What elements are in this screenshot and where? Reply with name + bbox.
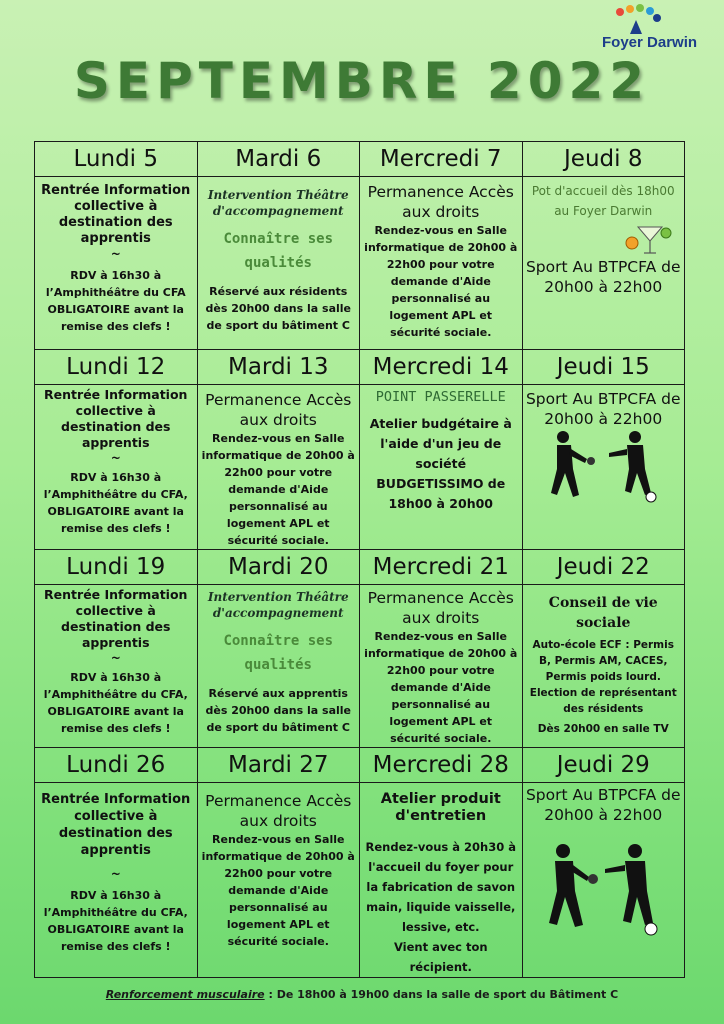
day-cell [360,585,523,748]
cocktail-icon [618,221,678,257]
day-header: Jeudi 29 [522,748,685,783]
event-detail: Rendez-vous en Salle informatique de 20h00 à 22h00 pour votre demande d'Aide personnalisé au logement APL et sécurité sociale. [364,224,518,339]
week-body-row [35,177,685,350]
week-header-row [35,550,685,585]
event-theme: Connaître ses qualités [223,231,334,271]
day-cell [522,783,685,978]
event-title: Permanence Accès aux droits [367,183,514,221]
logo-figure-icon [600,4,718,38]
event-title: Permanence Accès aux droits [205,391,352,429]
logo-text: Foyer Darwin [602,34,698,51]
event-detail: RDV à 16h30 à l’Amphithéâtre du CFA, OBLIGATOIRE avant la remise des clefs ! [43,471,188,535]
day-cell [35,585,198,748]
footer-label: Renforcement musculaire [105,988,265,1001]
event-title: Pot d'accueil dès 18h00 au Foyer Darwin [531,184,675,218]
day-header: Lundi 5 [35,142,198,177]
event-title: Atelier produit d'entretien [380,791,501,824]
day-header: Mercredi 14 [360,350,523,385]
day-cell [522,177,685,350]
day-header: Jeudi 22 [522,550,685,585]
event-detail: Rendez-vous en Salle informatique de 20h00 à 22h00 pour votre demande d'Aide personnalisé au logement APL et sécurité sociale. [201,833,355,948]
day-cell [360,385,523,550]
event-detail: Auto-école ECF : Permis B, Permis AM, CACES, Permis poids lourd. Election de représentant des résidents [529,639,677,715]
event-detail: Sport Au BTPCFA de 20h00 à 22h00 [525,786,681,824]
event-detail: Rendez-vous en Salle informatique de 20h00 à 22h00 pour votre demande d'Aide personnalisé au logement APL et sécurité sociale. [364,630,518,745]
day-header: Lundi 26 [35,748,198,783]
event-title: Intervention Théâtre d'accompagnement [207,590,349,620]
day-header: Lundi 19 [35,550,198,585]
day-cell [360,177,523,350]
event-detail: RDV à 16h30 à l’Amphithéâtre du CFA OBLIGATOIRE avant la remise des clefs ! [45,269,186,333]
page-title: SEPTEMBRE 2022 [73,52,651,110]
day-cell [360,783,523,978]
day-header: Jeudi 15 [522,350,685,385]
separator: ~ [110,451,121,465]
calendar-table [34,141,685,978]
day-header: Mardi 20 [197,550,360,585]
day-header: Mercredi 7 [360,142,523,177]
day-header: Lundi 12 [35,350,198,385]
day-cell [35,177,198,350]
day-cell [197,783,360,978]
separator: ~ [110,651,121,665]
day-header: Mardi 6 [197,142,360,177]
separator: ~ [110,867,121,881]
day-cell [35,385,198,550]
basketball-players-icon [533,429,673,505]
week-header-row [35,142,685,177]
day-cell [197,585,360,748]
event-title: POINT PASSERELLE [375,389,506,405]
day-header: Jeudi 8 [522,142,685,177]
event-detail: Rendez-vous à 20h30 à l'accueil du foyer pour la fabrication de savon main, liquide vaisselle, lessive, etc. [365,840,516,934]
event-title: Rentrée Information collective à destination des apprentis [41,183,191,246]
week-body-row [35,385,685,550]
event-title: Conseil de vie sociale [548,595,658,631]
day-header: Mardi 13 [197,350,360,385]
event-title: Rentrée Information collective à destination des apprentis [41,792,191,858]
event-theme: Connaître ses qualités [223,633,334,673]
separator: ~ [110,247,121,261]
event-detail: Réservé aux apprentis dès 20h00 dans la salle de sport du bâtiment C [205,687,351,734]
day-header: Mercredi 21 [360,550,523,585]
event-detail: Réservé aux résidents dès 20h00 dans la salle de sport du bâtiment C [205,285,351,332]
event-detail: Rendez-vous en Salle informatique de 20h00 à 22h00 pour votre demande d'Aide personnalisé au logement APL et sécurité sociale. [201,432,355,547]
day-cell [197,385,360,550]
footer-separator: : [264,988,277,1001]
week-header-row [35,350,685,385]
event-title: Intervention Théâtre d'accompagnement [207,188,349,218]
event-title: Rentrée Information collective à destination des apprentis [44,587,188,650]
day-header: Mercredi 28 [360,748,523,783]
week-body-row [35,585,685,748]
event-time: Dès 20h00 en salle TV [537,723,669,735]
event-cta: Vient avec ton récipient. [393,940,488,974]
day-cell [522,385,685,550]
week-body-row [35,783,685,978]
basketball-players-icon [533,841,673,937]
week-header-row [35,748,685,783]
day-cell [197,177,360,350]
footer-note [0,988,724,1001]
event-detail: RDV à 16h30 à l’Amphithéâtre du CFA, OBLIGATOIRE avant la remise des clefs ! [43,671,188,735]
event-detail: Atelier budgétaire à l'aide d'un jeu de société BUDGETISSIMO de 18h00 à 20h00 [369,416,512,511]
day-cell [35,783,198,978]
event-title: Permanence Accès aux droits [367,589,514,627]
footer-detail: De 18h00 à 19h00 dans la salle de sport du Bâtiment C [276,988,619,1001]
event-detail: Sport Au BTPCFA de 20h00 à 22h00 [525,258,681,296]
event-detail: Sport Au BTPCFA de 20h00 à 22h00 [525,390,681,428]
event-detail: RDV à 16h30 à l’Amphithéâtre du CFA, OBLIGATOIRE avant la remise des clefs ! [43,889,188,953]
day-cell [522,585,685,748]
event-title: Permanence Accès aux droits [205,792,352,830]
day-header: Mardi 27 [197,748,360,783]
event-title: Rentrée Information collective à destination des apprentis [44,387,188,450]
